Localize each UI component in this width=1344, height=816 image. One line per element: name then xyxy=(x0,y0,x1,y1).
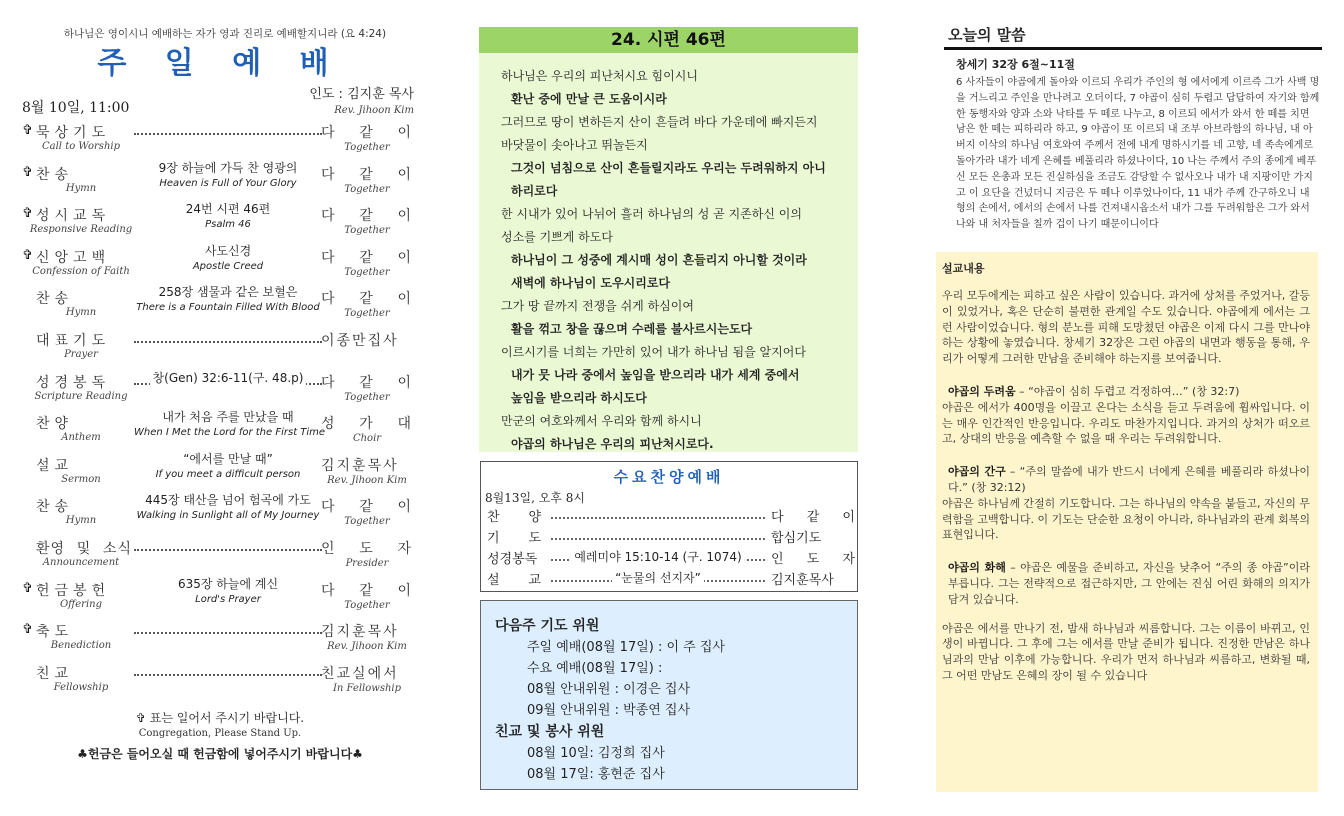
scripture-reference: 창세기 32장 6절~11절 xyxy=(956,58,1075,71)
order-leader-en: Together xyxy=(344,308,390,320)
wednesday-dots xyxy=(551,515,765,519)
sermon-point-3 xyxy=(942,560,1310,607)
committee-item: 09월 안내위원 : 박종연 집사 xyxy=(527,703,691,718)
psalm-line: 활을 꺾고 창을 끊으며 수레를 불사르시는도다 xyxy=(511,322,753,336)
date-and-leader xyxy=(22,87,418,119)
order-item-title: 635장 하늘에 계신 xyxy=(175,577,281,591)
order-row xyxy=(22,244,418,286)
order-item-title-en: Psalm 46 xyxy=(205,219,251,231)
sermon-point-1 xyxy=(942,384,1310,400)
service-date: 8월 10일, 11:00 xyxy=(22,100,130,116)
order-item-title-en: When I Met the Lord for the First Time xyxy=(134,427,326,439)
order-leader: 다 같 이 xyxy=(321,499,413,516)
order-leader-en: Together xyxy=(344,516,390,528)
psalm-line: 하리로다 xyxy=(511,184,558,198)
order-row xyxy=(22,369,418,411)
scripture-text: 6 사자들이 야곱에게 돌아와 이르되 우리가 주인의 형 에서에게 이르즉 그가 사백 명을 거느리고 주인을 만나려고 오더이다, 7 야곱이 심히 두렵고 답답하여 자기와 함께 한 동행자와 양과 소와 낙타를 두 떼로 나누고, 8 이르되 에서가 와서 한 떼를 치면 남은 한 떼는 피하리라 하고, 9 야곱이 또 이르되 내 조부 아브라함의 하나님, 내 아버지 이삭의 하나님 여호와여 주께서 전에 내게 명하시기를 네 고향, 네 족속에게로 돌아가라 내가 네게 은혜를 베풀리라 하셨나이다, 10 나는 주께서 주의 종에게 베푸신 모든 은총과 모든 진실하심을 조금도 감당할 수 없사오나 내가 내 지팡이만 가지고 이 요단을 건넜더니 지금은 두 떼나 이루었나이다, 11 내가 주께 간구하오니 내 형의 손에서, 에서의 손에서 나를 건져내시옵소서 내가 그를 두려워함은 그가 와서 나와 내 처자들을 칠까 겁이 나기 때문이니이다 xyxy=(956,77,1320,231)
order-row xyxy=(22,285,418,327)
order-row xyxy=(22,493,418,535)
cross-icon: ✞ xyxy=(22,123,33,138)
order-leader: 다 같 이 xyxy=(321,125,413,141)
order-item xyxy=(134,371,322,386)
order-label-en: Hymn xyxy=(65,515,97,527)
point-2-heading: 야곱의 간구 xyxy=(948,465,1006,479)
cross-icon: ✞ xyxy=(22,580,33,596)
order-label-en: Confession of Faith xyxy=(32,265,130,277)
psalm-line: 그것이 넘침으로 산이 흔들릴지라도 우리는 두려워하지 아니 xyxy=(511,161,826,175)
order-row xyxy=(22,119,418,161)
cross-icon: ✞ xyxy=(22,206,33,222)
point-1-heading: 야곱의 두려움 xyxy=(948,384,1016,398)
order-label: 성경봉독 xyxy=(36,374,111,391)
service-leader xyxy=(309,87,414,119)
order-label: 축도 xyxy=(36,624,74,641)
wednesday-row xyxy=(485,506,853,527)
order-leader-dots xyxy=(134,335,322,343)
order-item xyxy=(134,452,322,482)
order-label-en: Prayer xyxy=(64,348,98,360)
order-item xyxy=(134,493,322,523)
order-row xyxy=(22,410,418,452)
committee-item: 08월 10일: 김정희 집사 xyxy=(527,746,665,761)
order-leader: 김지훈목사 xyxy=(321,624,399,641)
psalm-lines xyxy=(479,53,858,456)
cross-icon: ✞ xyxy=(22,164,33,180)
order-item xyxy=(134,410,326,440)
order-label: 묵상기도 xyxy=(36,125,111,141)
order-label: 대표기도 xyxy=(36,332,111,349)
wednesday-row xyxy=(485,548,853,569)
psalm-line: 새벽에 하나님이 도우시리로다 xyxy=(511,276,671,290)
order-label-en: Call to Worship xyxy=(42,141,120,152)
committee-box xyxy=(480,600,858,790)
order-label: 환영 및 소식 xyxy=(36,540,132,557)
order-leader: 다 같 이 xyxy=(321,582,413,599)
point-1-quote: – “야곱이 심히 두렵고 걱정하여…” (창 32:7) xyxy=(1015,384,1240,398)
wednesday-service-box xyxy=(480,461,858,592)
order-leader-en: Choir xyxy=(352,433,382,445)
order-leader-en: Together xyxy=(344,183,390,195)
order-leader: 이종만집사 xyxy=(321,332,399,349)
sermon-outro: 야곱은 에서를 만나기 전, 밤새 하나님과 씨름합니다. 그는 이름이 바뀌고, 인생이 바뀝니다. 그 후에 그는 에서를 만날 준비가 됩니다. 진정한 만남은 하나님과의 만남 이후에 가능합니다. 우리가 먼저 하나님과 씨름하고, 변화될 때, 그 어떤 만남도 은혜의 장이 될 수 있습니다 xyxy=(942,621,1310,682)
order-item-title: 사도신경 xyxy=(202,244,254,258)
wednesday-label: 설 교 xyxy=(487,573,541,588)
order-item xyxy=(134,202,322,232)
order-item xyxy=(134,244,322,274)
order-leader: 다 같 이 xyxy=(321,208,413,225)
order-item xyxy=(134,285,322,315)
psalm-line: 만군의 여호와께서 우리와 함께 하시니 xyxy=(501,414,702,428)
order-label-en: Hymn xyxy=(65,307,97,319)
order-label-en: Anthem xyxy=(61,432,101,444)
order-label: 헌금봉헌 xyxy=(36,582,111,599)
fellowship-committee-list xyxy=(495,743,843,785)
order-row xyxy=(22,577,418,619)
wednesday-label: 성경봉독 xyxy=(487,552,538,567)
order-leader: 다 같 이 xyxy=(321,374,413,391)
fellowship-committee-heading: 친교 및 봉사 위원 xyxy=(495,724,605,740)
leader-name: 인도 : 김지훈 목사 xyxy=(309,87,414,102)
psalm-line: 바닷물이 솟아나고 뛰놀든지 xyxy=(501,138,648,152)
psalm-line: 그러므로 땅이 변하든지 산이 흔들려 바다 가운데에 빠지든지 xyxy=(501,115,818,129)
order-leader: 다 같 이 xyxy=(321,291,413,308)
order-of-worship xyxy=(22,119,418,701)
order-leader: 인 도 자 xyxy=(321,540,413,557)
order-label: 찬송 xyxy=(36,291,74,308)
header-verse: 하나님은 영이시니 예배하는 자가 영과 진리로 예배할지니라 (요 4:24) xyxy=(63,28,387,40)
order-leader-en: Together xyxy=(344,142,390,153)
prayer-committee-list xyxy=(495,637,843,721)
offering-note: ♣헌금은 들어오실 때 헌금함에 넣어주시기 바랍니다♣ xyxy=(77,747,363,762)
wednesday-leader: 김지훈목사 xyxy=(771,573,834,588)
order-leader-en: Together xyxy=(344,266,390,278)
psalm-line: 그가 땅 끝까지 전쟁을 쉬게 하심이여 xyxy=(501,299,694,313)
responsive-reading-panel xyxy=(479,27,858,452)
order-item-title: 창(Gen) 32:6-11(구. 48.p) xyxy=(150,371,307,385)
order-item-title-en: Walking in Sunlight all of My Journey xyxy=(136,510,320,522)
order-leader-en: Together xyxy=(344,599,390,611)
order-item-title-en: There is a Fountain Filled With Blood xyxy=(136,302,320,314)
order-item-title: 445장 태산을 넘어 험곡에 가도 xyxy=(142,493,314,507)
point-3-quote: – 야곱은 예물을 준비하고, 자신을 낮추어 “주의 종 야곱”이라 부릅니다. 그는 전략적으로 접근하지만, 그 안에는 진심 어린 화해의 의지가 담겨 있습니다. xyxy=(948,561,1310,606)
cross-icon: ✞ xyxy=(22,622,33,638)
psalm-line: 환난 중에 만날 큰 도움이시라 xyxy=(511,92,667,106)
psalm-line: 하나님은 우리의 피난처시요 힘이시니 xyxy=(501,69,698,83)
cross-icon: ✞ xyxy=(22,247,33,263)
order-leader-dots xyxy=(134,127,322,135)
order-row xyxy=(22,535,418,577)
committee-item: 08월 17일: 홍현준 집사 xyxy=(527,767,665,782)
psalm-line: 야곱의 하나님은 우리의 피난처시로다. xyxy=(511,437,714,451)
wednesday-leader: 합심기도 xyxy=(771,531,822,546)
wednesday-order xyxy=(485,506,853,590)
wednesday-row xyxy=(485,527,853,548)
order-label: 찬양 xyxy=(36,416,74,433)
committee-item: 주일 예배(08월 17일) : 이 주 집사 xyxy=(527,640,725,655)
order-leader-dots xyxy=(134,543,322,551)
wednesday-item-title: 예레미야 15:10-14 (구. 1074) xyxy=(571,550,744,564)
order-leader-en: Together xyxy=(344,391,390,403)
committee-item: 수요 예배(08월 17일) : xyxy=(527,661,663,676)
sermon-point-1-text: 야곱은 에서가 400명을 이끌고 온다는 소식을 듣고 두려움에 휩싸입니다. 이는 매우 인간적인 반응입니다. 우리도 마찬가지입니다. 과거의 상처가 떠오르고, 상대의 반응을 예측할 수 없을 때 우리는 두려워합니다. xyxy=(942,400,1310,446)
stand-note-en: Congregation, Please Stand Up. xyxy=(138,728,302,740)
order-label: 친교 xyxy=(36,665,74,682)
order-item-title: 내가 처음 주를 만났을 때 xyxy=(159,410,296,424)
wednesday-leader: 다 같 이 xyxy=(771,510,855,525)
psalm-title: 24. 시편 46편 xyxy=(479,27,858,53)
service-title: 주 일 예 배 xyxy=(97,46,343,81)
order-row xyxy=(22,327,418,369)
wednesday-item xyxy=(551,548,765,565)
order-label: 성시교독 xyxy=(36,208,111,225)
order-item-title: 9장 하늘에 가득 찬 영광의 xyxy=(156,161,301,175)
order-label-en: Sermon xyxy=(61,473,101,485)
order-label-en: Announcement xyxy=(42,556,120,568)
order-row xyxy=(22,618,418,660)
point-3-heading: 야곱의 화해 xyxy=(948,561,1006,575)
point-2-quote: – “주의 말씀에 내가 반드시 너에게 은혜를 베풀리라 하셨나이다.” (창 32:12) xyxy=(948,465,1310,494)
order-leader: 김지훈목사 xyxy=(321,457,399,474)
todays-word-title: 오늘의 말씀 xyxy=(944,24,1322,50)
order-label-en: Offering xyxy=(59,598,103,610)
order-label-en: Responsive Reading xyxy=(29,224,133,236)
psalm-line: 내가 뭇 나라 중에서 높임을 받으리라 내가 세계 중에서 xyxy=(511,368,800,382)
order-item-title-en: Apostle Creed xyxy=(192,260,264,272)
order-row xyxy=(22,660,418,702)
order-leader: 다 같 이 xyxy=(321,166,413,183)
sermon-point-2 xyxy=(942,464,1310,496)
order-row xyxy=(22,202,418,244)
prayer-committee-heading: 다음주 기도 위원 xyxy=(495,618,600,634)
psalm-line: 높임을 받으리라 하시도다 xyxy=(511,391,647,405)
committee-item: 08월 안내위원 : 이경은 집사 xyxy=(527,682,691,697)
order-item-title: “에서를 만날 때” xyxy=(180,452,276,466)
order-leader: 다 같 이 xyxy=(321,249,413,266)
order-item xyxy=(134,577,322,607)
psalm-line: 하나님이 그 성중에 계시매 성이 흔들리지 아니할 것이라 xyxy=(511,253,807,267)
order-leader-dots xyxy=(134,626,322,634)
order-row xyxy=(22,161,418,203)
wednesday-dots xyxy=(551,536,765,540)
order-item-title-en: Lord's Prayer xyxy=(195,593,261,605)
worship-order-column xyxy=(22,26,418,796)
wednesday-label: 기 도 xyxy=(487,531,541,546)
wednesday-label: 찬 양 xyxy=(487,510,541,525)
order-item-title: 258장 샘물과 같은 보혈은 xyxy=(156,285,301,299)
wednesday-item xyxy=(551,569,765,586)
order-label-en: Benediction xyxy=(50,640,112,652)
order-item-title-en: If you meet a difficult person xyxy=(155,468,301,480)
psalm-line: 성소를 기쁘게 하도다 xyxy=(501,230,613,244)
order-label: 설교 xyxy=(36,457,74,474)
sermon-summary xyxy=(936,252,1318,792)
order-label-en: Scripture Reading xyxy=(34,390,128,402)
wednesday-date: 8월13일, 오후 8시 xyxy=(485,491,585,505)
order-label-en: Hymn xyxy=(65,182,97,194)
order-leader-en: Rev. Jihoon Kim xyxy=(327,474,407,486)
order-item-title: 24번 시편 46편 xyxy=(183,202,274,216)
todays-word xyxy=(944,24,1322,233)
wednesday-item-title: “눈물의 선지자” xyxy=(612,571,704,585)
order-label: 찬송 xyxy=(36,166,74,183)
wednesday-leader: 인 도 자 xyxy=(771,552,855,567)
stand-note: ✞ 표는 일어서 주시기 바랍니다. xyxy=(135,711,305,726)
order-leader: 성 가 대 xyxy=(321,416,413,433)
psalm-line: 이르시기를 너희는 가만히 있어 내가 하나님 됨을 알지어다 xyxy=(501,345,806,359)
leader-name-en: Rev. Jihoon Kim xyxy=(334,105,414,116)
wednesday-title: 수요찬양예배 xyxy=(613,468,725,486)
sermon-intro: 우리 모두에게는 피하고 싶은 사람이 있습니다. 과거에 상처를 주었거나, 갈등이 있었거나, 혹은 단순히 불편한 관계일 수도 있습니다. 야곱에게 에서는 그런 사람이었습니다. 형의 분노를 피해 도망쳤던 야곱은 이제 다시 그를 만나야 하는 상황에 놓였습니다. 창세기 32장은 그런 야곱의 내면과 행동을 통해, 우리가 어떻게 그러한 만남을 준비해야 하는지를 보여줍니다. xyxy=(942,289,1310,366)
order-leader-en: In Fellowship xyxy=(332,682,402,694)
order-leader-en: Rev. Jihoon Kim xyxy=(327,641,407,653)
order-label: 신앙고백 xyxy=(36,249,111,266)
sermon-summary-title: 설교내용 xyxy=(942,262,985,275)
wednesday-row xyxy=(485,569,853,590)
psalm-line: 한 시내가 있어 나뉘어 흘러 하나님의 성 곧 지존하신 이의 xyxy=(501,207,802,221)
order-row xyxy=(22,452,418,494)
order-leader-dots xyxy=(134,668,322,676)
order-item xyxy=(134,161,322,191)
order-leader-en: Together xyxy=(344,225,390,237)
order-item-title-en: Heaven is Full of Your Glory xyxy=(159,177,297,189)
order-leader: 친교실에서 xyxy=(321,665,399,682)
order-leader-en: Presider xyxy=(345,557,389,569)
sermon-point-2-text: 야곱은 하나님께 간절히 기도합니다. 그는 하나님의 약속을 붙들고, 자신의 무력함을 고백합니다. 이 기도는 단순한 요청이 아니라, 하나님과의 관계 회복의 표현입니다. xyxy=(942,496,1310,542)
order-label-en: Fellowship xyxy=(53,681,109,693)
order-label: 찬송 xyxy=(36,499,74,516)
